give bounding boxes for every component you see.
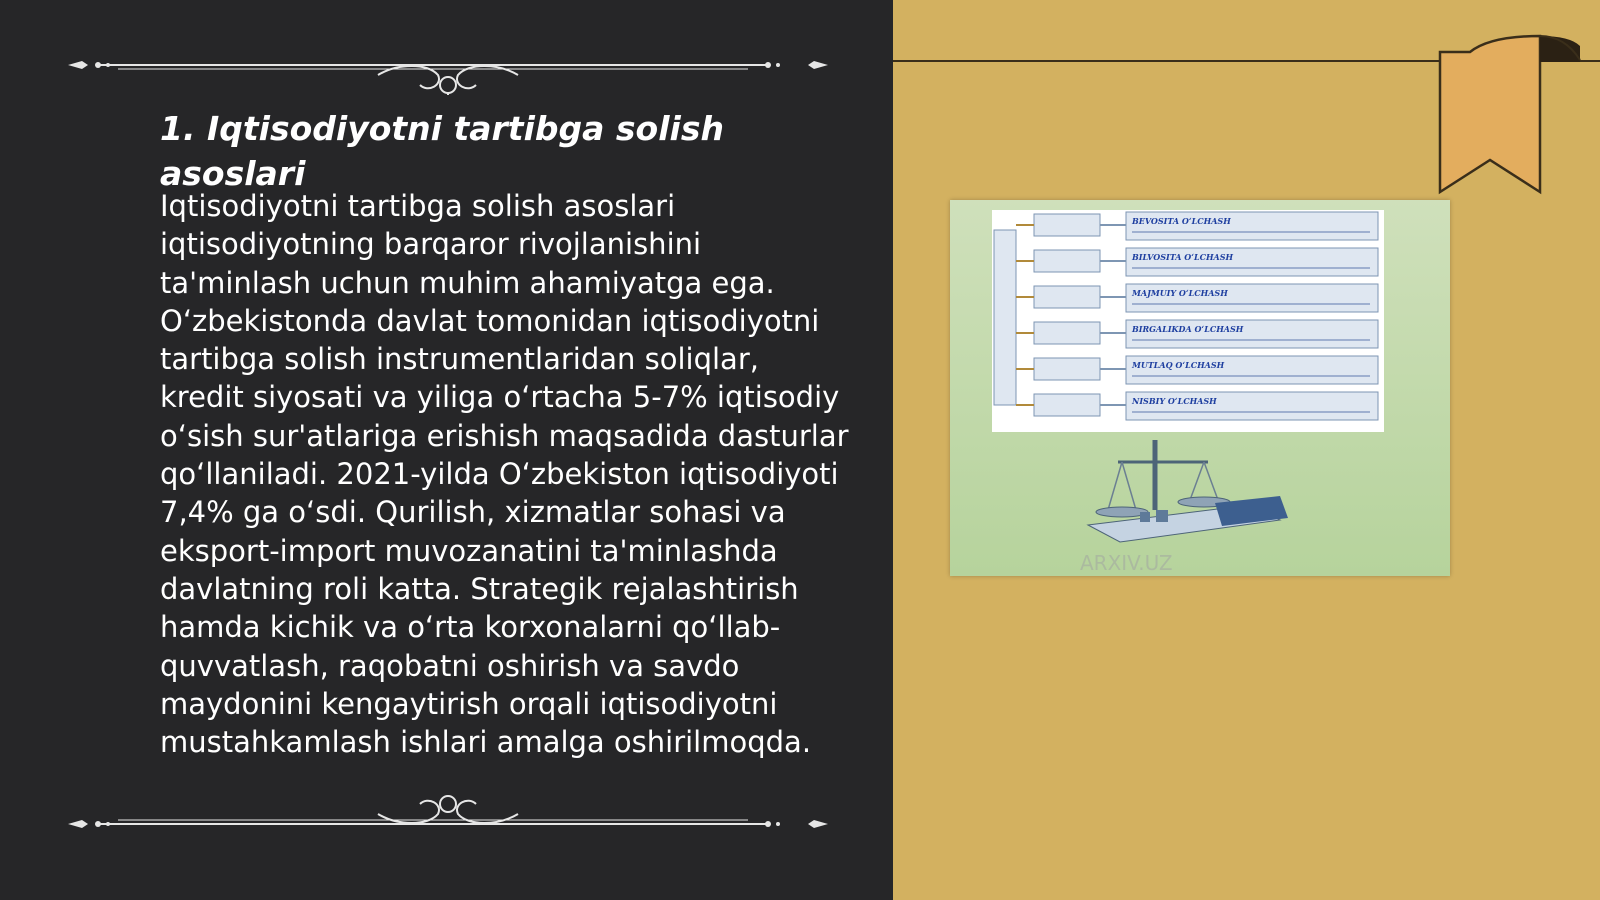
slide-body-text: Iqtisodiyotni tartibga solish asoslari iqtisodiyotning barqaror rivojlanishini ta'minlash uchun muhim ahamiyatga ega. O‘zbekistonda davlat tomonidan iqtisodiyotni tartibga solish instrumentlaridan soliqlar, kredit siyosati va yiliga o‘rtacha 5-7% iqtisodiy o‘sish sur'atlariga erishish maqsadida dasturlar qo‘llaniladi. 2021-yilda O‘zbekiston iqtisodiyoti 7,4% ga o‘sdi. Qurilish, xizmatlar sohasi va eksport-import muvozanatini ta'minlashda davlatning roli katta. Strategik rejalashtirish hamda kichik va o‘rta korxonalarni qo‘llab-quvvatlash, raqobatni oshirish va savdo maydonini kengaytirish orqali iqtisodiyotni mustahkamlash ishlari amalga oshirilmoqda. — [160, 189, 849, 760]
slide-title: 1. Iqtisodiyotni tartibga solish asoslari — [160, 109, 724, 193]
diagram-row-label: MUTLAQ O‘LCHASH — [1132, 360, 1225, 370]
bottom-ornament-divider — [68, 790, 828, 840]
diagram-row — [1016, 284, 1378, 312]
balance-scales-icon — [1088, 440, 1288, 542]
diagram-row-label: NISBIY O‘LCHASH — [1132, 396, 1217, 406]
measurement-diagram-image — [950, 200, 1450, 576]
bookmark-ribbon-icon — [1430, 32, 1600, 202]
diagram-row — [1016, 212, 1378, 240]
diagram-row — [1016, 248, 1378, 276]
diagram-row-label: BILVOSITA O‘LCHASH — [1132, 252, 1234, 262]
watermark-text: ARXIV.UZ — [1080, 551, 1173, 575]
diagram-row-label: BEVOSITA O‘LCHASH — [1132, 216, 1231, 226]
top-ornament-divider — [68, 45, 828, 95]
diagram-row-label: MAJMUIY O‘LCHASH — [1132, 288, 1228, 298]
diagram-row — [1016, 392, 1378, 420]
diagram-row — [1016, 320, 1378, 348]
diagram-row — [1016, 356, 1378, 384]
diagram-row-label: BIRGALIKDA O‘LCHASH — [1132, 324, 1244, 334]
